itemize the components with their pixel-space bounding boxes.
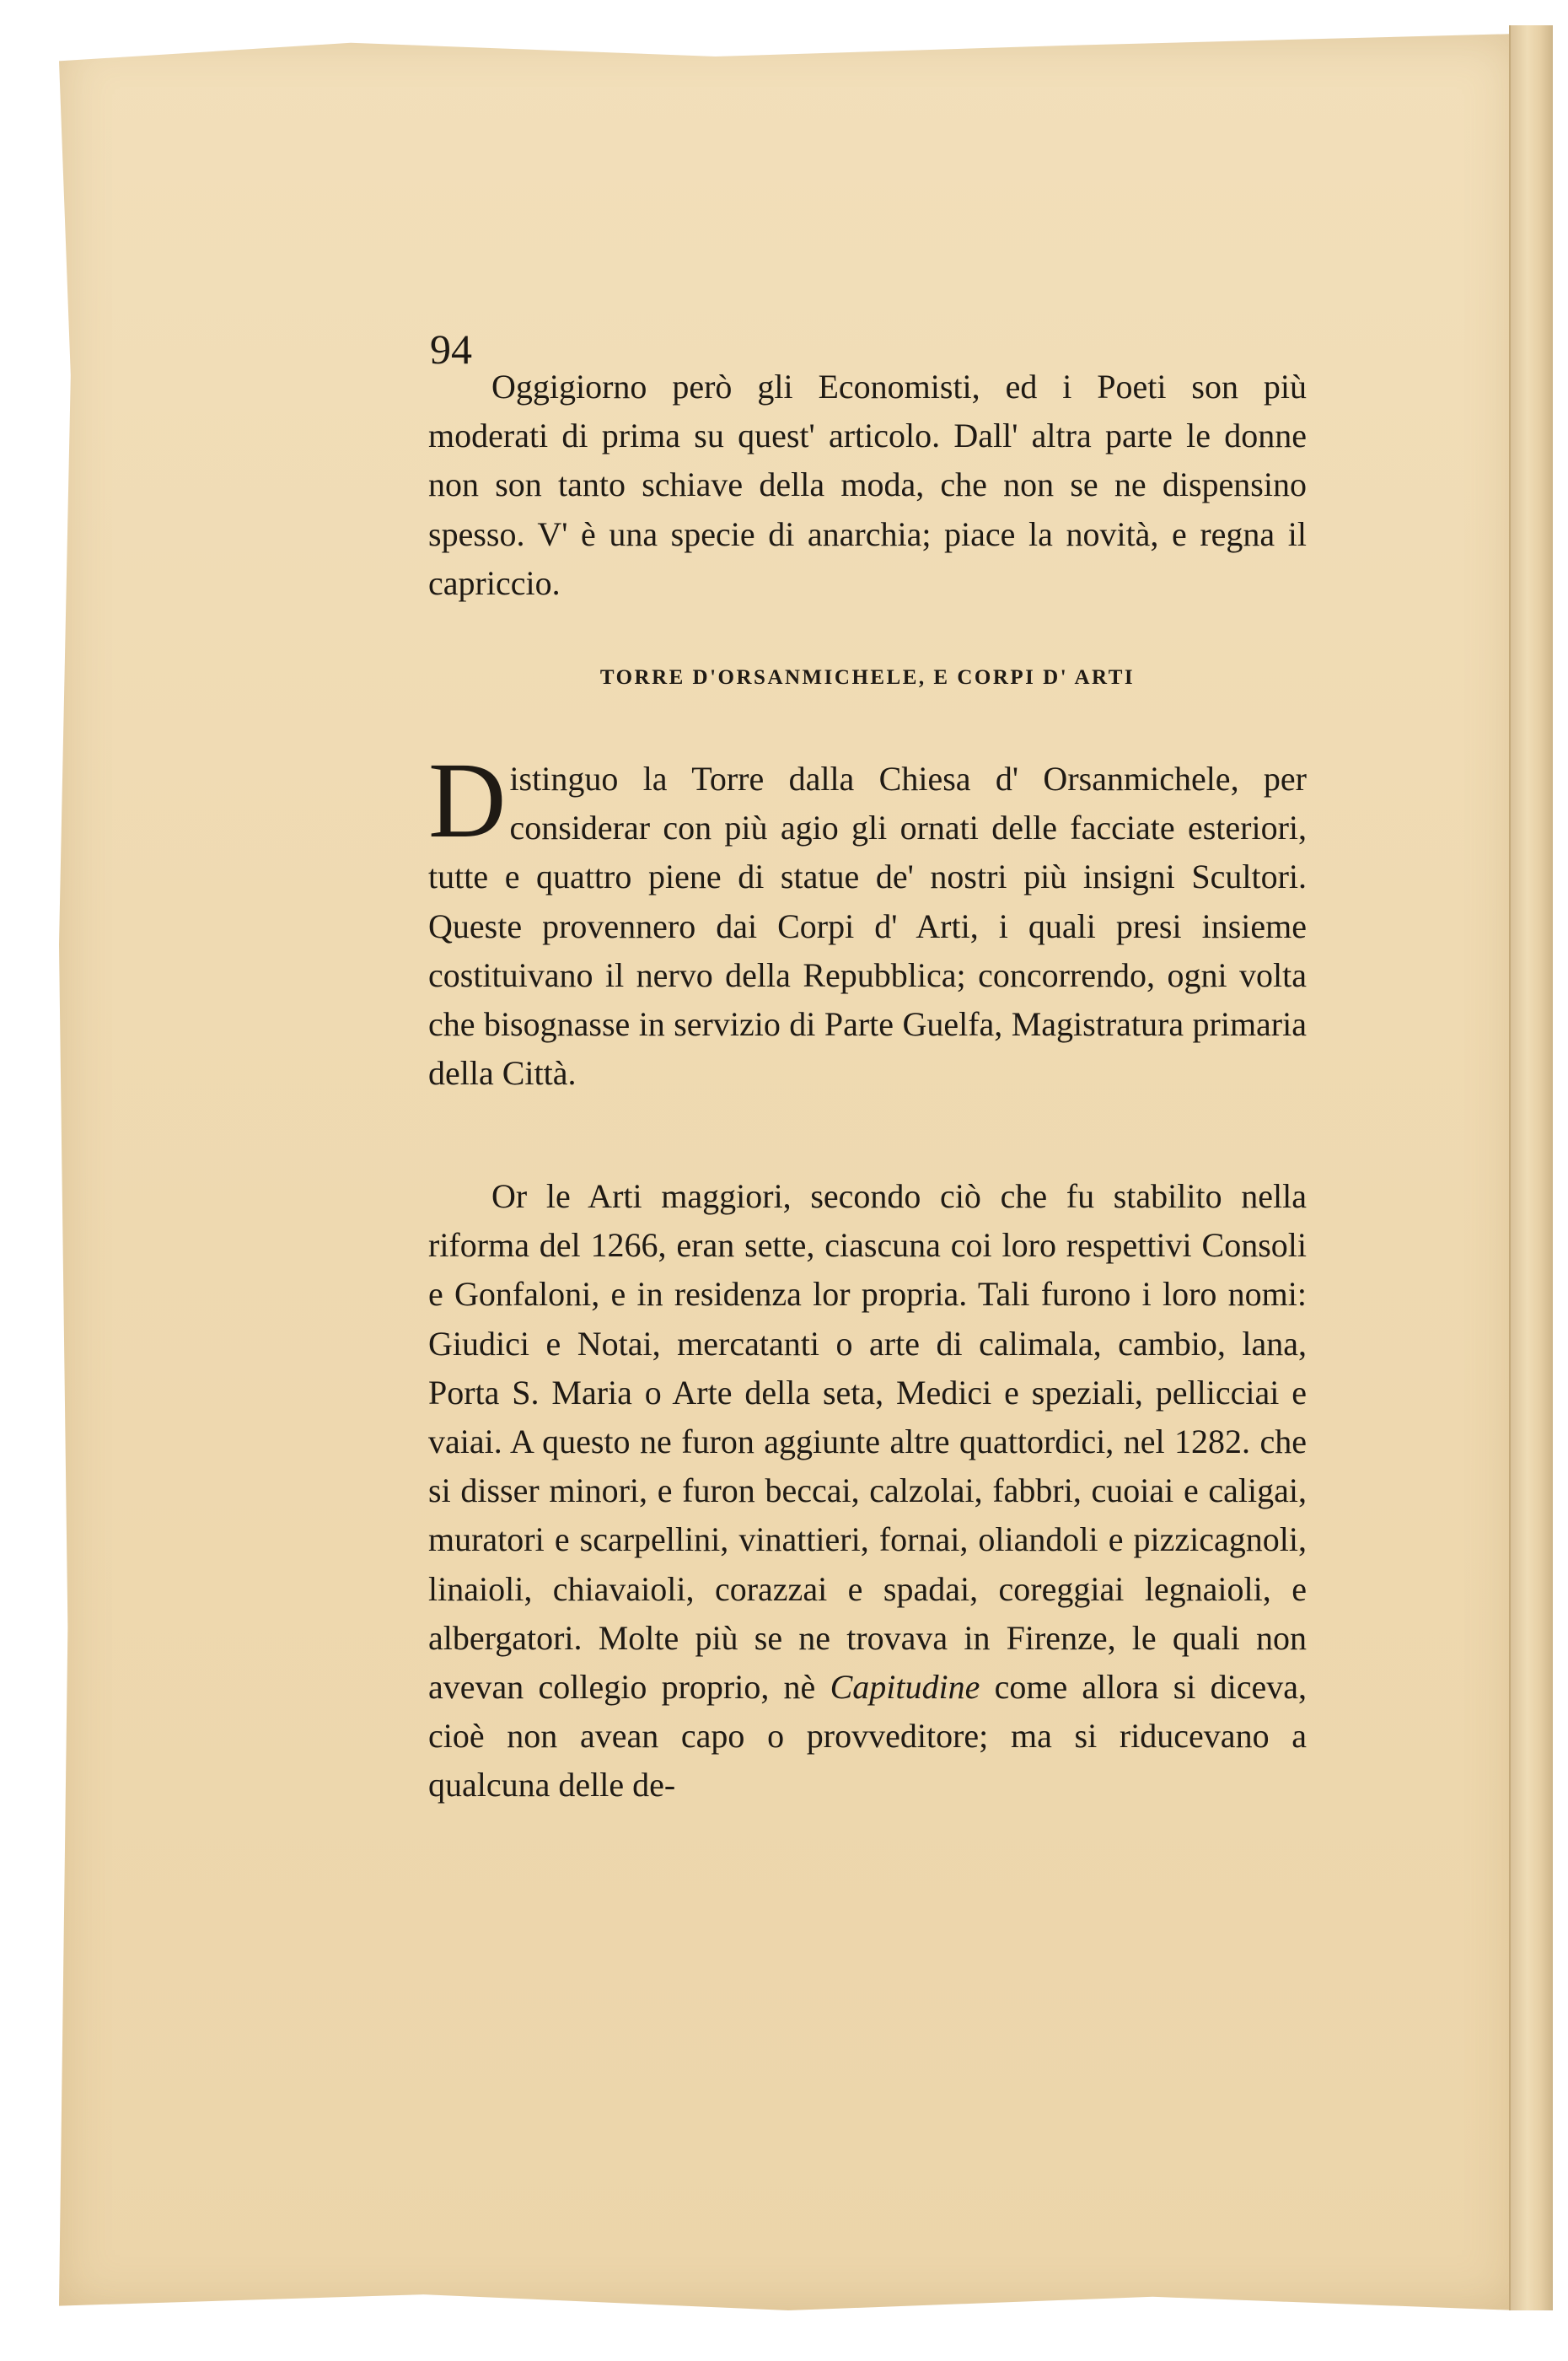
section-heading: TORRE D'ORSANMICHELE, E CORPI D' ARTI: [599, 666, 1136, 689]
drop-cap: D: [428, 740, 507, 860]
page-number: 94: [430, 325, 472, 373]
paragraph-2-text: istinguo la Torre dalla Chiesa d' Orsanmichele, per considerar con più agio gli ornati delle facciate esteriori, tutte e quattro piene di statue de' nostri più insigni Scultori. Queste provennero dai Corpi d' Arti, i quali presi insieme costituivano il nervo della Repubblica; concorrendo, ogni volta che bisognasse in servizio di Parte Guelfa, Magistratura primaria della Città.: [428, 760, 1307, 1093]
paragraph-3-text-before: Or le Arti maggiori, secondo ciò che fu stabilito nella riforma del 1266, eran sette, ciascuna coi loro respettivi Consoli e Gonfaloni, e in residenza lor propria. Tali furono i loro nomi: Giudici e Notai, mercatanti o arte di calimala, cambio, lana, Porta S. Maria o Arte della seta, Medici e speziali, pellicciai e vaiai. A questo ne furon aggiunte altre quattordici, nel 1282. che si disser minori, e furon beccai, calzolai, fabbri, cuoiai e caligai, muratori e scarpellini, vinattieri, fornai, oliandoli e pizzicagnoli, linaioli, chiavaioli, corazzai e spadai, coreggiai legnaioli, e albergatori. Molte più se ne trovava in Firenze, le quali non avevan collegio proprio, nè: [428, 1177, 1307, 1707]
paragraph-3-body: [428, 1172, 1307, 1810]
paragraph-2-body: [428, 740, 1307, 1098]
paragraph-1: [428, 363, 1307, 608]
paragraph-2: [428, 740, 1307, 1098]
paragraph-1-text: Oggigiorno però gli Economisti, ed i Poeti son più moderati di prima su quest' articolo. Dall' altra parte le donne non son tanto schiave della moda, che non se ne dispensino spesso. V' è una specie di anarchia; piace la novità, e regna il capriccio.: [428, 368, 1307, 602]
paragraph-3-text-after: come allora si diceva, cioè non avean capo o provveditore; ma si riducevano a qualcuna delle de-: [428, 1668, 1308, 1804]
italic-term: Capitudine: [830, 1668, 980, 1707]
page-edge: [1509, 25, 1553, 2310]
paragraph-3: [428, 1172, 1307, 1810]
